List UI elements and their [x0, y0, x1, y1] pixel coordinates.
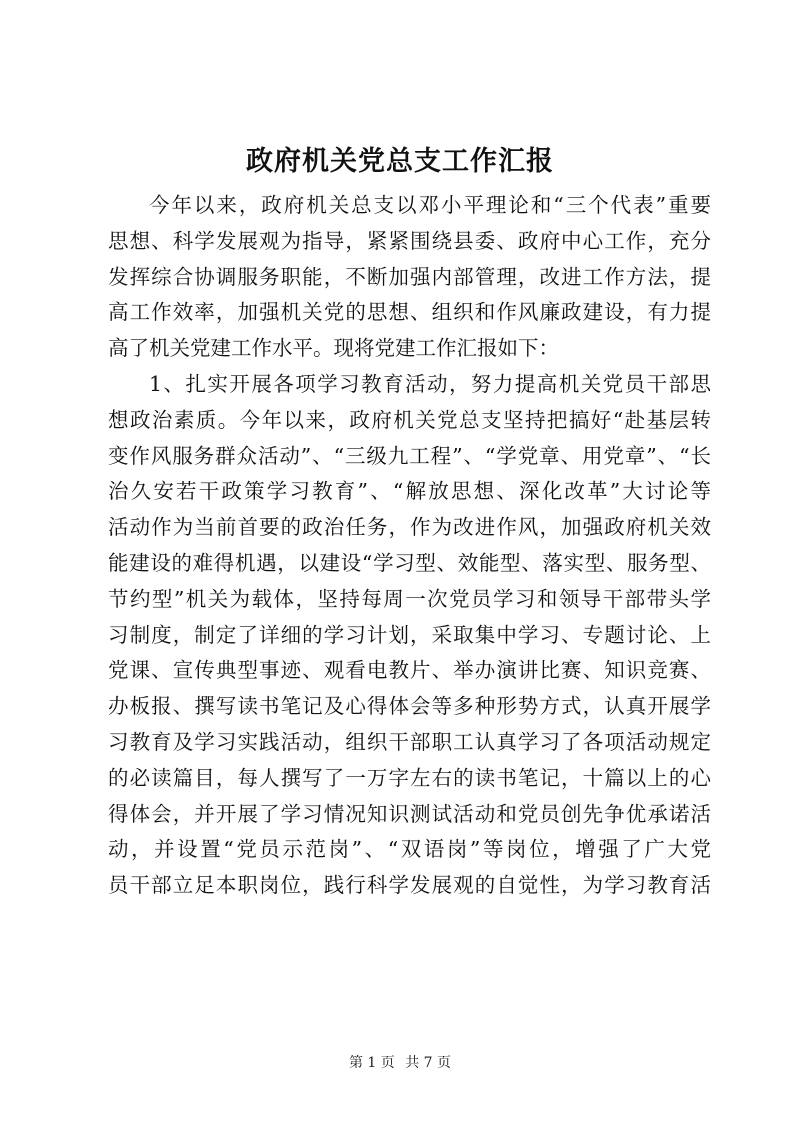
body-line: 习教育及学习实践活动，组织干部职工认真学习了各项活动规定	[108, 729, 711, 754]
body-line: 得体会，并开展了学习情况知识测试活动和党员创先争优承诺活	[108, 801, 711, 826]
body-line: 节约型”机关为载体，坚持每周一次党员学习和领导干部带头学	[108, 586, 711, 611]
body-line: 思想、科学发展观为指导，紧紧围绕县委、政府中心工作，充分	[108, 228, 711, 253]
body-line: 办板报、撰写读书笔记及心得体会等多种形势方式，认真开展学	[108, 694, 711, 719]
body-line: 高了机关党建工作水平。现将党建工作汇报如下：	[108, 336, 559, 361]
document-title: 政府机关党总支工作汇报	[246, 146, 554, 177]
page-total: 共 7 页	[405, 1055, 452, 1071]
body-line: 习制度，制定了详细的学习计划，采取集中学习、专题讨论、上	[108, 622, 711, 647]
page-number: 第 1 页	[348, 1055, 395, 1071]
body-line: 治久安若干政策学习教育”、“解放思想、深化改革”大讨论等	[108, 479, 711, 504]
body-line: 的必读篇目，每人撰写了一万字左右的读书笔记，十篇以上的心	[108, 765, 711, 790]
body-line: 党课、宣传典型事迹、观看电教片、举办演讲比赛、知识竞赛、	[108, 658, 711, 683]
body-line: 能建设的难得机遇，以建设“学习型、效能型、落实型、服务型、	[108, 550, 711, 575]
body-line: 活动作为当前首要的政治任务，作为改进作风，加强政府机关效	[108, 515, 711, 540]
body-line: 发挥综合协调服务职能，不断加强内部管理，改进工作方法，提	[108, 264, 711, 289]
body-line: 变作风服务群众活动”、“三级九工程”、“学党章、用党章”、“长	[108, 443, 711, 468]
body-line: 员干部立足本职岗位，践行科学发展观的自觉性，为学习教育活	[108, 873, 711, 898]
body-line: 1、扎实开展各项学习教育活动，努力提高机关党员干部思	[149, 371, 711, 396]
body-line: 想政治素质。今年以来，政府机关党总支坚持把搞好“赴基层转	[108, 407, 711, 432]
body-line: 高工作效率，加强机关党的思想、组织和作风廉政建设，有力提	[108, 300, 711, 325]
body-line: 今年以来，政府机关总支以邓小平理论和“三个代表”重要	[149, 193, 711, 217]
document-body	[108, 188, 711, 904]
body-line: 动，并设置“党员示范岗”、“双语岗”等岗位，增强了广大党	[108, 837, 711, 862]
page-footer	[0, 1052, 800, 1072]
